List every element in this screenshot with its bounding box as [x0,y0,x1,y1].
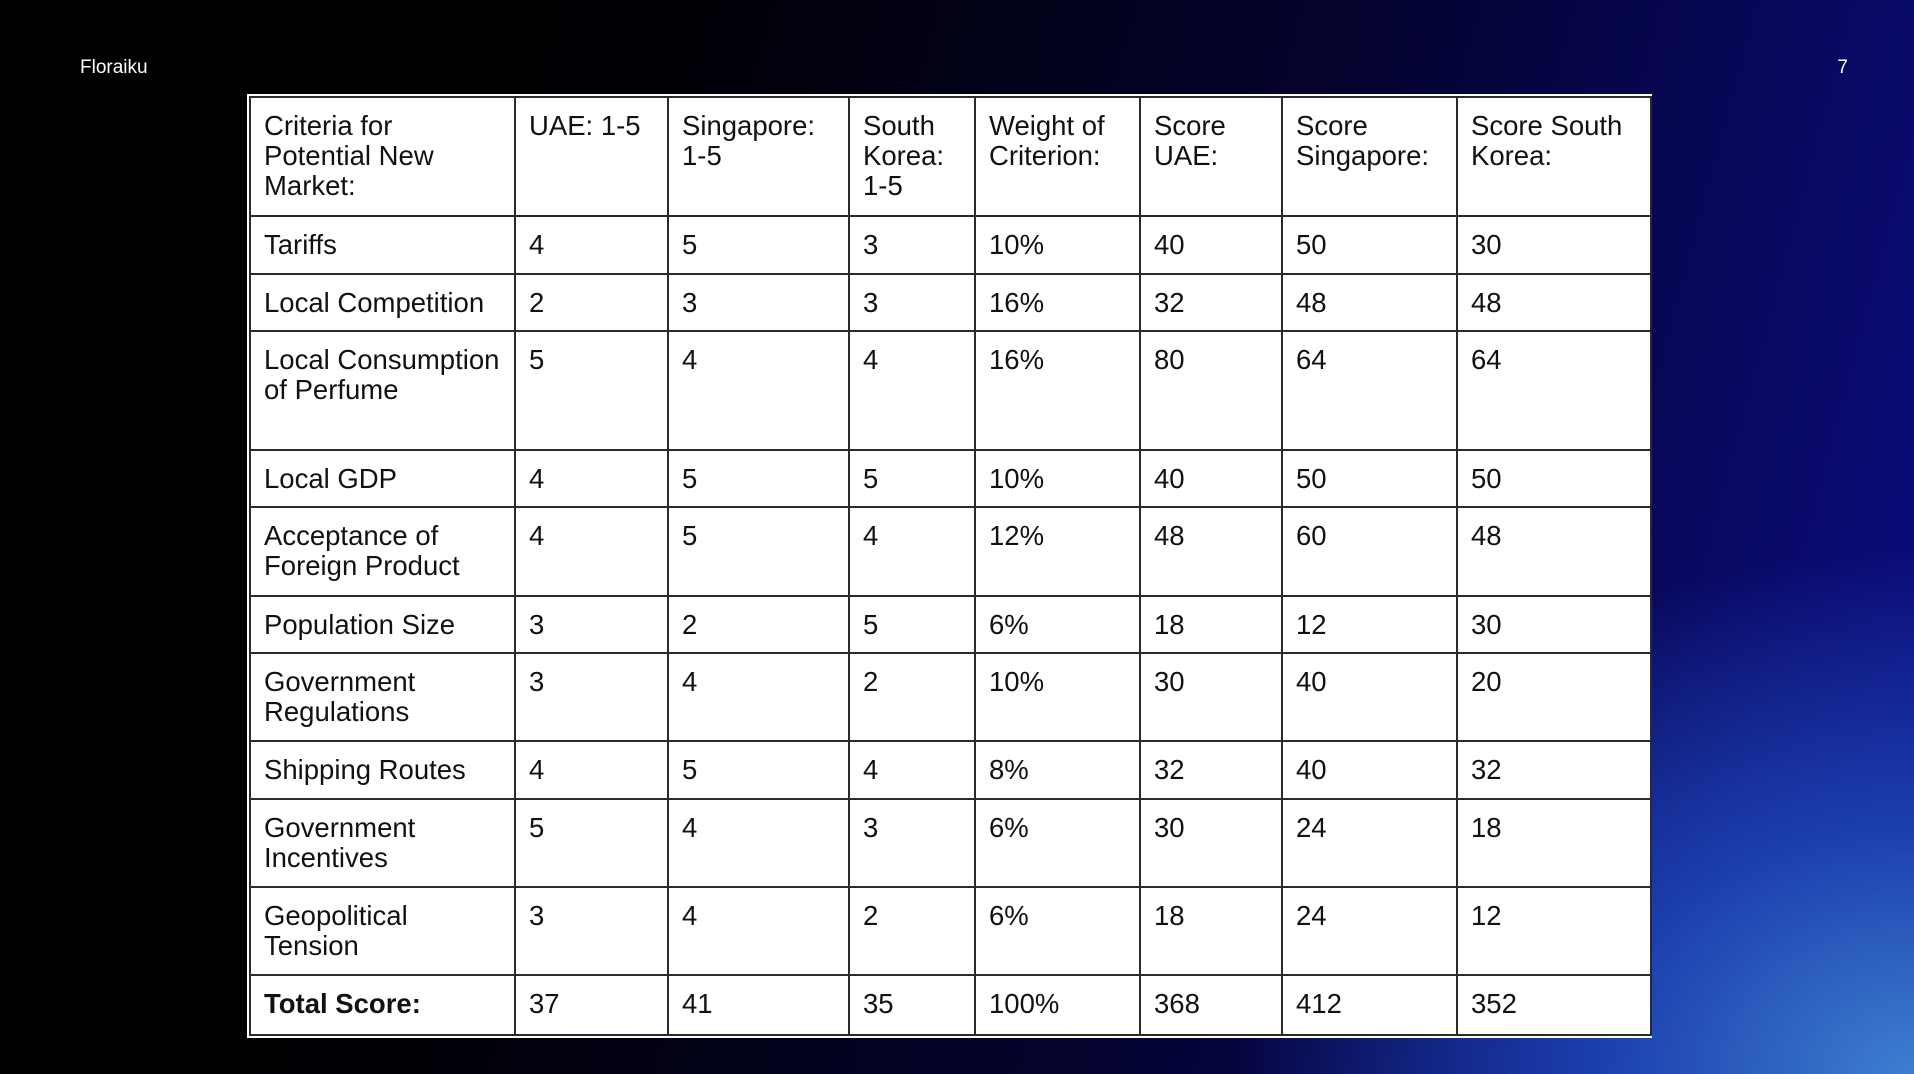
table-cell: 5 [515,331,668,450]
table-row [250,653,1651,741]
table-cell: 6% [975,596,1140,653]
header-cell: Singapore: 1-5 [668,97,849,216]
header-cell: Weight of Criterion: [975,97,1140,216]
page-number: 7 [1837,57,1848,78]
table-cell: 2 [849,887,975,975]
table-cell: 48 [1282,274,1457,331]
table-cell: 50 [1282,450,1457,507]
table-cell: 32 [1140,741,1282,798]
total-cell: 37 [515,975,668,1035]
table-cell: 60 [1282,507,1457,595]
table-cell: 4 [668,799,849,887]
table-cell: 5 [668,216,849,273]
table-cell: 4 [515,216,668,273]
table-cell: 10% [975,653,1140,741]
table-cell: 2 [849,653,975,741]
table-cell: 5 [515,799,668,887]
table-cell: 10% [975,450,1140,507]
table-cell: 24 [1282,887,1457,975]
header-cell: Score South Korea: [1457,97,1651,216]
table-cell: 3 [515,887,668,975]
table-cell: 30 [1140,799,1282,887]
table-cell: 5 [668,741,849,798]
total-cell: 35 [849,975,975,1035]
total-cell: 41 [668,975,849,1035]
header-cell: Score Singapore: [1282,97,1457,216]
table-cell: 64 [1457,331,1651,450]
table-cell: 18 [1140,596,1282,653]
table-cell: Geopolitical Tension [250,887,515,975]
table-row [250,507,1651,595]
table-cell: 20 [1457,653,1651,741]
table-cell: 8% [975,741,1140,798]
table-cell: 4 [668,653,849,741]
table-row [250,274,1651,331]
table-cell: 48 [1140,507,1282,595]
table-cell: Government Incentives [250,799,515,887]
table-cell: 12 [1457,887,1651,975]
table-cell: 6% [975,887,1140,975]
table-cell: 40 [1282,741,1457,798]
total-cell: 100% [975,975,1140,1035]
table-row [250,799,1651,887]
table-cell: 50 [1282,216,1457,273]
table-cell: Local GDP [250,450,515,507]
table-cell: 32 [1140,274,1282,331]
table-cell: 30 [1140,653,1282,741]
table-cell: 3 [515,596,668,653]
table-cell: 48 [1457,274,1651,331]
table-cell: 30 [1457,216,1651,273]
table-cell: 48 [1457,507,1651,595]
table-cell: 5 [668,507,849,595]
table-cell: Local Competition [250,274,515,331]
table-cell: 16% [975,331,1140,450]
table-row [250,331,1651,450]
table-cell: 4 [849,741,975,798]
table-cell: 3 [849,216,975,273]
table-cell: 10% [975,216,1140,273]
table-cell: Government Regulations [250,653,515,741]
table-cell: 64 [1282,331,1457,450]
table-cell: 4 [849,331,975,450]
table-cell: 16% [975,274,1140,331]
table-cell: 4 [849,507,975,595]
table-cell: 32 [1457,741,1651,798]
market-criteria-table [249,96,1652,1036]
total-row [250,975,1651,1035]
table-cell: 4 [668,887,849,975]
header-cell: Criteria for Potential New Market: [250,97,515,216]
total-label: Total Score: [250,975,515,1035]
table-cell: 30 [1457,596,1651,653]
table-cell: 3 [668,274,849,331]
total-cell: 352 [1457,975,1651,1035]
table-cell: 4 [668,331,849,450]
total-cell: 412 [1282,975,1457,1035]
table-cell: 18 [1457,799,1651,887]
table-cell: 4 [515,450,668,507]
header-cell: Score UAE: [1140,97,1282,216]
table-cell: 6% [975,799,1140,887]
table-cell: 80 [1140,331,1282,450]
table-row [250,216,1651,273]
table-cell: 3 [849,274,975,331]
table-cell: Tariffs [250,216,515,273]
table-cell: 5 [849,450,975,507]
table-cell: 2 [515,274,668,331]
table-row [250,596,1651,653]
table-cell: Acceptance of Foreign Product [250,507,515,595]
table-cell: 3 [515,653,668,741]
table-row [250,741,1651,798]
table-cell: 4 [515,741,668,798]
table-cell: 12% [975,507,1140,595]
table-cell: 5 [849,596,975,653]
table-cell: 50 [1457,450,1651,507]
table-cell: 40 [1140,216,1282,273]
table-cell: 18 [1140,887,1282,975]
table-cell: Population Size [250,596,515,653]
table-row [250,450,1651,507]
brand-name: Floraiku [80,57,148,78]
table-cell: 2 [668,596,849,653]
table-cell: Local Consumption of Perfume [250,331,515,450]
market-criteria-table-container [247,94,1652,1038]
header-cell: UAE: 1-5 [515,97,668,216]
table-cell: 4 [515,507,668,595]
table-cell: Shipping Routes [250,741,515,798]
table-row [250,887,1651,975]
table-cell: 40 [1282,653,1457,741]
table-cell: 5 [668,450,849,507]
header-cell: South Korea: 1-5 [849,97,975,216]
table-cell: 40 [1140,450,1282,507]
table-header-row [250,97,1651,216]
total-cell: 368 [1140,975,1282,1035]
table-cell: 24 [1282,799,1457,887]
table-cell: 3 [849,799,975,887]
table-cell: 12 [1282,596,1457,653]
